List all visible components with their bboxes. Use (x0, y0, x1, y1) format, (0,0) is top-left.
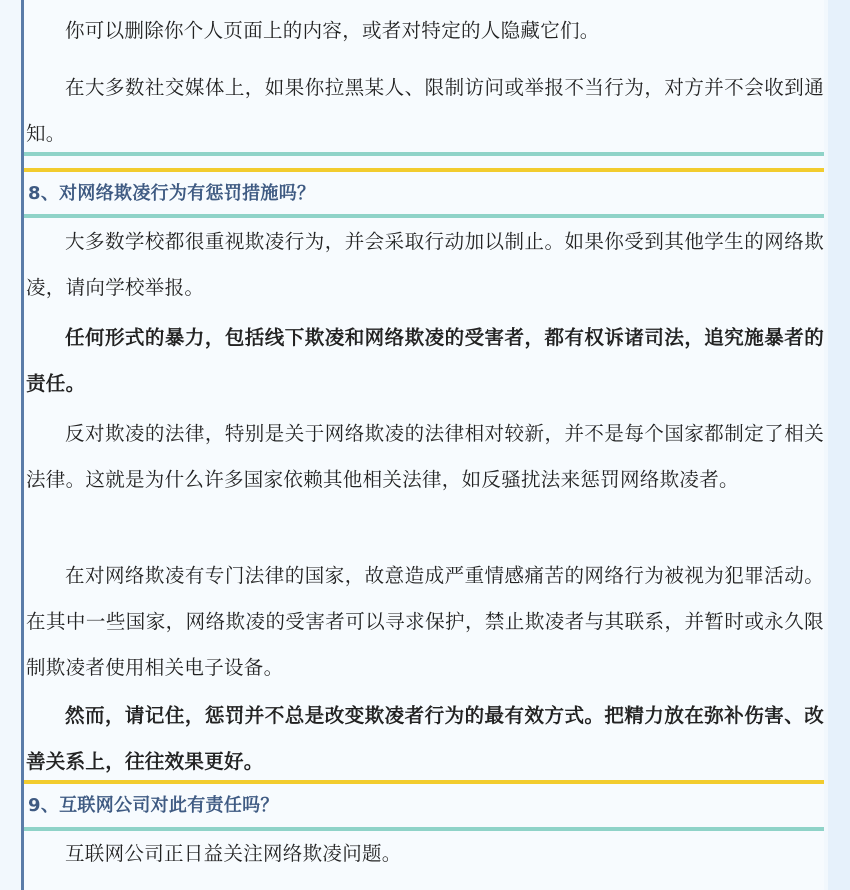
paragraph: 在对网络欺凌有专门法律的国家，故意造成严重情感痛苦的网络行为被视为犯罪活动。在其中一些国家，网络欺凌的受害者可以寻求保护，禁止欺凌者与其联系，并暂时或永久限制欺凌者使用相关电子设备。 (26, 564, 824, 679)
section-header-top-rule (24, 780, 824, 784)
section-8-body-2 (24, 411, 824, 503)
section-header-top-rule (24, 168, 824, 172)
previous-section-text-2 (24, 65, 824, 157)
bold-paragraph: 然而，请记住，惩罚并不总是改变欺凌者行为的最有效方式。把精力放在弥补伤害、改善关系上，往往效果更好。 (26, 704, 824, 773)
section-8-body-bold-2 (24, 693, 824, 785)
paragraph: 在大多数社交媒体上，如果你拉黑某人、限制访问或举报不当行为，对方并不会收到通知。 (26, 76, 824, 145)
section-header-bottom-rule (24, 214, 824, 218)
section-8-body-bold (24, 315, 824, 407)
section-9-heading: 9、互联网公司对此有责任吗？ (28, 795, 279, 816)
paragraph: 反对欺凌的法律，特别是关于网络欺凌的法律相对较新，并不是每个国家都制定了相关法律。这就是为什么许多国家依赖其他相关法律，如反骚扰法来惩罚网络欺凌者。 (26, 422, 824, 491)
paragraph: 互联网公司正日益关注网络欺凌问题。 (65, 842, 402, 865)
previous-section-text (24, 8, 824, 54)
paragraph: 大多数学校都很重视欺凌行为，并会采取行动加以制止。如果你受到其他学生的网络欺凌，请向学校举报。 (26, 230, 824, 299)
section-8-body-3 (24, 553, 824, 691)
paragraph: 你可以删除你个人页面上的内容，或者对特定的人隐藏它们。 (65, 19, 600, 42)
section-8-body (24, 219, 824, 311)
right-margin-strip (828, 0, 850, 890)
article-column (21, 0, 824, 890)
section-divider (24, 152, 824, 156)
bold-paragraph: 任何形式的暴力，包括线下欺凌和网络欺凌的受害者，都有权诉诸司法，追究施暴者的责任。 (26, 326, 824, 395)
section-9-body (24, 831, 824, 877)
section-8-heading: 8、对网络欺凌行为有惩罚措施吗？ (28, 183, 316, 204)
